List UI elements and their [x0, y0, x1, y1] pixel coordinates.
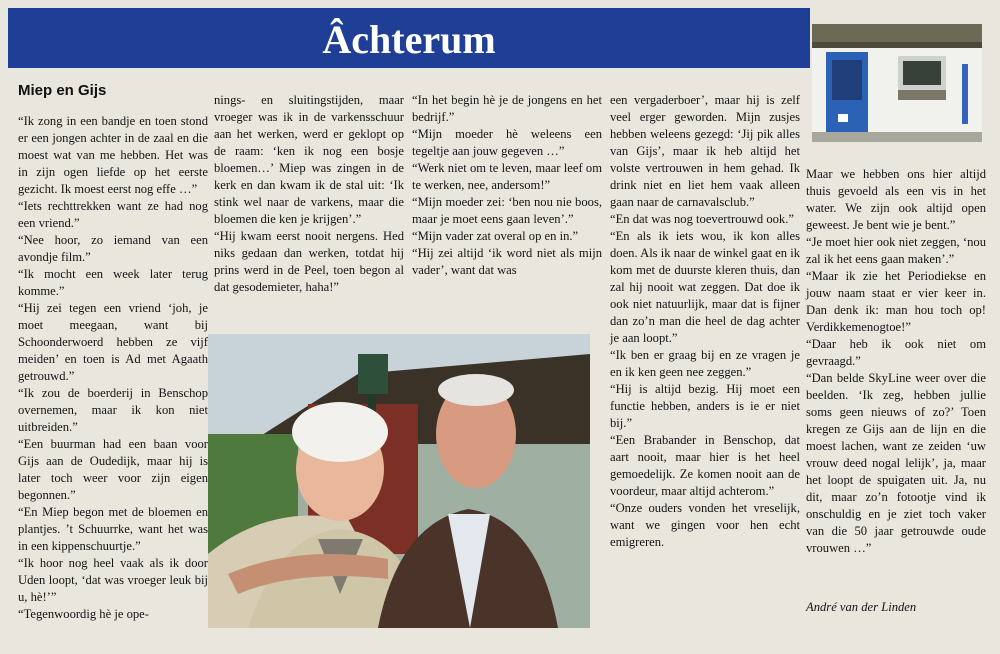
- section-masthead: [8, 8, 810, 68]
- paragraph: “Mijn vader zat overal op en in.”: [412, 229, 579, 243]
- paragraph: “Een buurman had een baan voor Gijs aan de Oudedijk, maar hij is later toch weer voor zijn eigen begonnen.”: [18, 437, 208, 502]
- couple-photo: [208, 334, 590, 628]
- paragraph: “Hij is altijd bezig. Hij moet een functie hebben, anders is ie er niet bij.”: [610, 382, 800, 430]
- paragraph: “Tegenwoordig hè je ope-: [18, 607, 149, 621]
- paragraph: “Daar heb ik ook niet om gevraagd.”: [806, 337, 986, 368]
- paragraph: “Hij zei altijd ‘ik word niet als mijn vader’, want dat was: [412, 246, 602, 277]
- paragraph: “Onze ouders vonden het vreselijk, want we gingen voor hen echt emigreren.: [610, 501, 800, 549]
- article-headline: Miep en Gijs: [18, 82, 107, 99]
- paragraph: “In het begin hè je de jongens en het bedrijf.”: [412, 93, 602, 124]
- paragraph: “Ik ben er graag bij en ze vragen je en ik ken geen nee zeggen.”: [610, 348, 800, 379]
- paragraph: “Nee hoor, zo iemand van een avondje film.”: [18, 233, 208, 264]
- paragraph: “Een Brabander in Benschop, dat aart nooit, maar hier is het heel gemoedelijk. Ze komen nooit aan de voordeur, maar altijd achterom.”: [610, 433, 800, 498]
- paragraph: “Dan belde SkyLine weer over die beelden. ‘Ik zeg, hebben jullie soms geen nieuws of zo?’ Toen kregen ze Gijs aan de lijn en die moest lachen, want ze zeiden ‘uw vrouw deed nogal lelijk’, ja, maar het loopt de spuigaten uit. Ja, nu dit, maar zo’n fotootje vind ik onschuldig en je ziet toch vaker van die 50 jaar getrouwde oude vrouwen …”: [806, 371, 986, 555]
- paragraph: “Hij kwam eerst nooit nergens. Hed niks gedaan dan werken, totdat hij prins werd in de Peel, toen begon al dat gesodemieter, haha!”: [214, 229, 404, 294]
- article-byline: André van der Linden: [806, 600, 917, 614]
- article-column-3: [412, 92, 602, 279]
- paragraph: “Maar ik zie het Periodiekse en jouw naam staat er vier keer in. Dan denk ik: man hou toch op! Verdikkemenogtoe!”: [806, 269, 986, 334]
- paragraph: een vergaderboer’, maar hij is zelf veel erger geworden. Mijn zusjes hebben weleens gezegd: ‘Jij pik alles van Gijs’, maar ik heb altijd het volste vertrouwen in hem gehad. Ik drink niet en liet hem vaak alleen gaan naar de carnavalsclub.”: [610, 93, 800, 209]
- section-title: Âchterum: [322, 17, 496, 62]
- article-column-2: [214, 92, 404, 296]
- shed-door-photo: [812, 24, 982, 142]
- paragraph: “Hij zei tegen een vriend ‘joh, je moet meegaan, want bij Schoonderwoerd hebben ze vijf meiden’ en toen is Ad met Agaath getrouwd.”: [18, 301, 208, 383]
- paragraph: “Mijn moeder zei: ‘ben nou nie boos, maar je moet eens gaan leven’.”: [412, 195, 602, 226]
- paragraph: “En dat was nog toevertrouwd ook.”: [610, 212, 794, 226]
- paragraph: “Ik zong in een bandje en toen stond er een jongen achter in de zaal en die moest wat van me hebben. Het was in zijn ogen liefde op het eerste gezicht. Ik moest eerst nog effe …”: [18, 114, 208, 196]
- paragraph: “Ik mocht een week later terug komme.”: [18, 267, 208, 298]
- paragraph: “En als ik iets wou, ik kon alles doen. Als ik naar de winkel gaat en ik kom met de duurste kleren thuis, dan zal hij nooit wat zeggen. Dat doe ik ook niet natuurlijk, maar dat is fijner dan zo’n man die heel de dag achter je aan loopt.”: [610, 229, 800, 345]
- paragraph: “En Miep begon met de bloemen en plantjes. ’t Schuurrke, want het was in een kippenschuurtje.”: [18, 505, 208, 553]
- paragraph: “Je moet hier ook niet zeggen, ‘nou zal ik het eens gaan maken’.”: [806, 235, 986, 266]
- article-column-1: [18, 113, 208, 623]
- article-column-4: [610, 92, 800, 551]
- paragraph: “Ik hoor nog heel vaak als ik door Uden loopt, ‘dat was vroeger leuk bij u, hè!’”: [18, 556, 208, 604]
- paragraph: “Iets rechttrekken want ze had nog een vriend.”: [18, 199, 208, 230]
- paragraph: “Werk niet om te leven, maar leef om te werken, nee, andersom!”: [412, 161, 602, 192]
- paragraph: Maar we hebben ons hier altijd thuis gevoeld als een vis in het water. We zijn ook altijd open geweest. Je bent wie je bent.”: [806, 167, 986, 232]
- article-column-5: [806, 166, 986, 557]
- paragraph: “Mijn moeder hè weleens een tegeltje aan jouw gegeven …”: [412, 127, 602, 158]
- paragraph: “Ik zou de boerderij in Benschop overnemen, maar ik kon niet uitbreiden.”: [18, 386, 208, 434]
- paragraph: nings- en sluitingstijden, maar vroeger was ik in de varkensschuur aan het werken, werd er geklopt op de raam: ‘ken ik nog een bosje bloemen…’ Miep was zingen in de kerk en dan kwam ik de stal uit: ‘Ik stink wel naar de varkens, maar die bloemen die ken je krijgen’.”: [214, 93, 404, 226]
